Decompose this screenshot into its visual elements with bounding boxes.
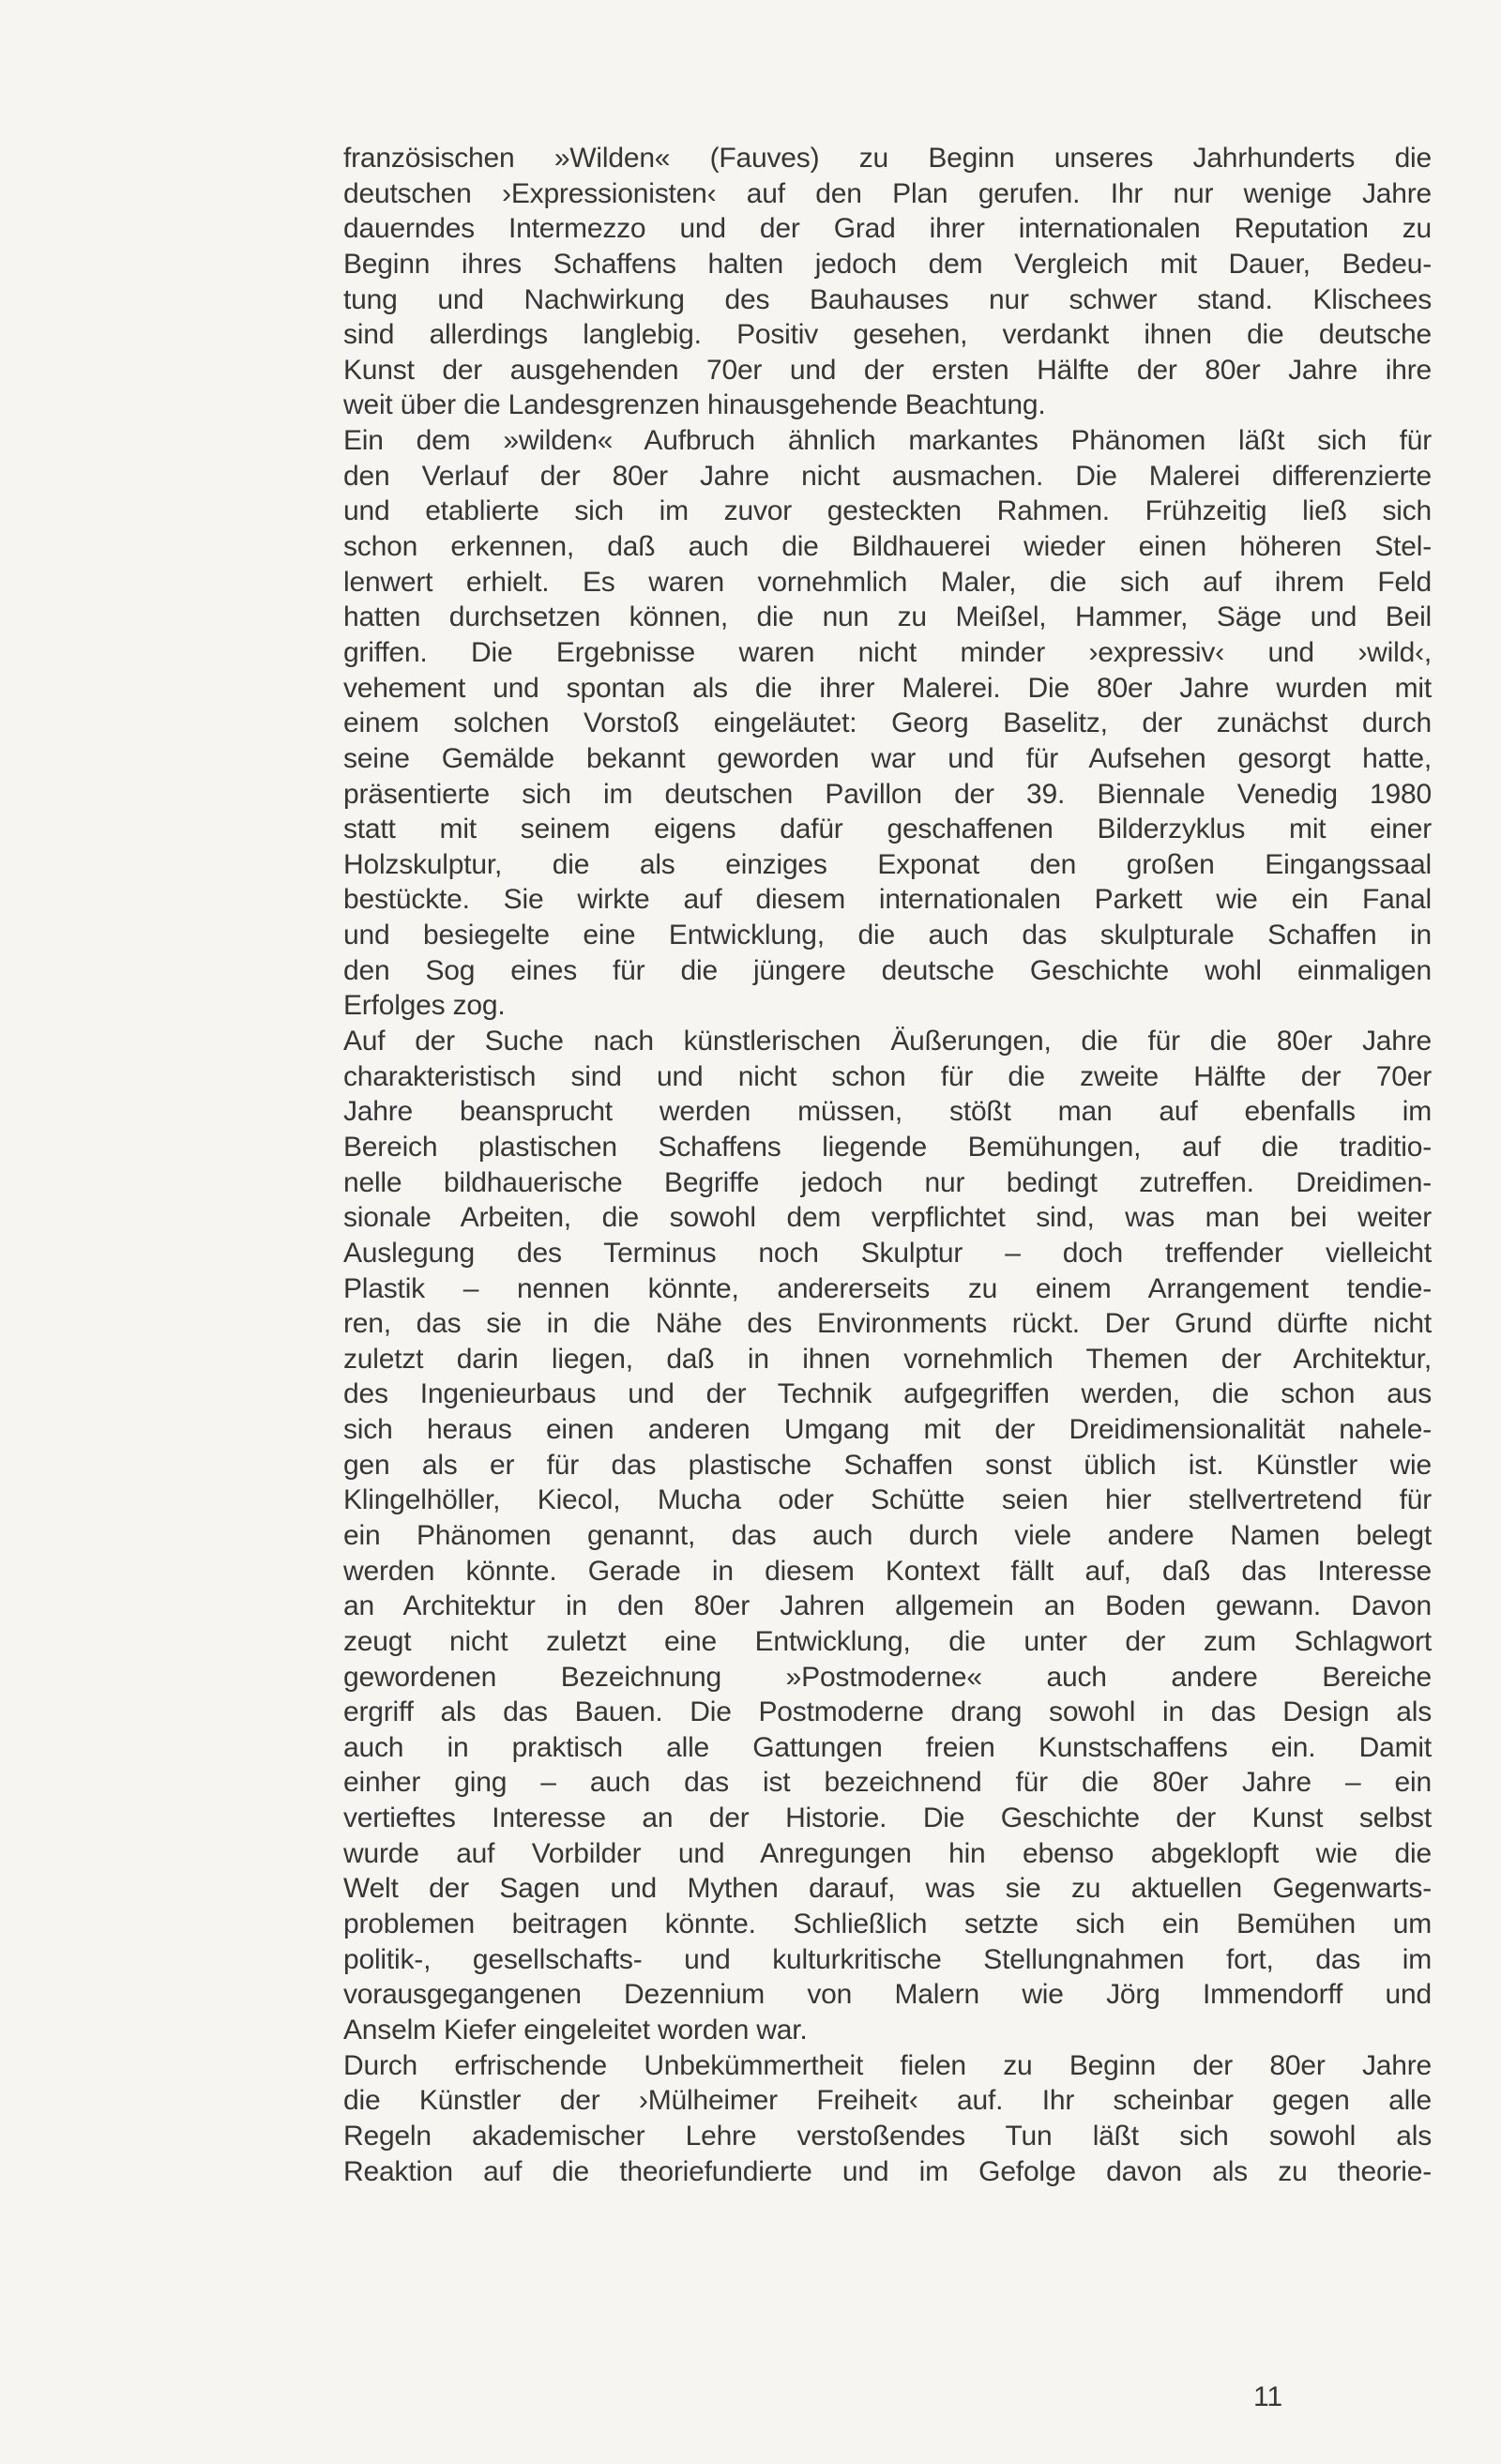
text-line: Welt der Sagen und Mythen darauf, was sie zu aktuellen Gegenwarts- (343, 1873, 1432, 1905)
text-line: Klingelhöller, Kiecol, Mucha oder Schütte seien hier stellvertretend für (343, 1484, 1432, 1516)
text-line: Auf der Suche nach künstlerischen Äußerungen, die für die 80er Jahre (343, 1026, 1432, 1057)
text-line: sich heraus einen anderen Umgang mit der Dreidimensionalität nahele- (343, 1414, 1432, 1446)
paragraph (343, 1024, 1432, 2048)
text-line: Holzskulptur, die als einziges Exponat den großen Eingangssaal (343, 848, 1432, 880)
text-line: präsentierte sich im deutschen Pavillon der 39. Biennale Venedig 1980 (343, 778, 1432, 810)
text-line: vertieftes Interesse an der Historie. Die Geschichte der Kunst selbst (343, 1802, 1432, 1834)
text-line: Reaktion auf die theoriefundierte und im Gefolge davon als zu theorie- (343, 2155, 1432, 2187)
text-line: Kunst der ausgehenden 70er und der ersten Hälfte der 80er Jahre ihre (343, 354, 1432, 386)
text-line: zeugt nicht zuletzt eine Entwicklung, die unter der zum Schlagwort (343, 1625, 1432, 1657)
text-line: vehement und spontan als die ihrer Malerei. Die 80er Jahre wurden mit (343, 672, 1432, 704)
text-line: Anselm Kiefer eingeleitet worden war. (343, 2014, 808, 2046)
text-line: französischen »Wilden« (Fauves) zu Beginn unseres Jahrhunderts die (343, 143, 1432, 174)
text-line: werden könnte. Gerade in diesem Kontext fällt auf, daß das Interesse (343, 1555, 1432, 1587)
text-line: Beginn ihres Schaffens halten jedoch dem Vergleich mit Dauer, Bedeu- (343, 248, 1432, 280)
text-line: einher ging – auch das ist bezeichnend für die 80er Jahre – ein (343, 1767, 1432, 1799)
page-number: 11 (1253, 2381, 1283, 2412)
text-line: den Sog eines für die jüngere deutsche Geschichte wohl einmaligen (343, 954, 1432, 986)
text-line: tung und Nachwirkung des Bauhauses nur schwer stand. Klischees (343, 283, 1432, 315)
text-line: einem solchen Vorstoß eingeläutet: Georg Baselitz, der zunächst durch (343, 707, 1432, 739)
text-line: den Verlauf der 80er Jahre nicht ausmachen. Die Malerei differenzierte (343, 460, 1432, 492)
text-line: Erfolges zog. (343, 990, 506, 1022)
text-line: hatten durchsetzen können, die nun zu Meißel, Hammer, Säge und Beil (343, 601, 1432, 633)
text-line: gen als er für das plastische Schaffen sonst üblich ist. Künstler wie (343, 1449, 1432, 1481)
text-line: des Ingenieurbaus und der Technik aufgegriffen werden, die schon aus (343, 1378, 1432, 1410)
text-line: auch in praktisch alle Gattungen freien Kunstschaffens ein. Damit (343, 1731, 1432, 1763)
text-line: Jahre beansprucht werden müssen, stößt man auf ebenfalls im (343, 1096, 1432, 1128)
text-line: nelle bildhauerische Begriffe jedoch nur bedingt zutreffen. Dreidimen- (343, 1166, 1432, 1198)
text-line: dauerndes Intermezzo und der Grad ihrer internationalen Reputation zu (343, 213, 1432, 245)
text-line: seine Gemälde bekannt geworden war und für Aufsehen gesorgt hatte, (343, 742, 1432, 774)
text-line: ergriff als das Bauen. Die Postmoderne drang sowohl in das Design als (343, 1696, 1432, 1728)
paragraph (343, 423, 1432, 1024)
text-line: ein Phänomen genannt, das auch durch viele andere Namen belegt (343, 1519, 1432, 1551)
text-line: ren, das sie in die Nähe des Environments rückt. Der Grund dürfte nicht (343, 1308, 1432, 1340)
body-text (343, 141, 1432, 2189)
text-line: politik-, gesellschafts- und kulturkritische Stellungnahmen fort, das im (343, 1943, 1432, 1975)
text-line: Auslegung des Terminus noch Skulptur – doch treffender vielleicht (343, 1237, 1432, 1269)
text-line: die Künstler der ›Mülheimer Freiheit‹ auf. Ihr scheinbar gegen alle (343, 2085, 1432, 2117)
text-line: Regeln akademischer Lehre verstoßendes Tun läßt sich sowohl als (343, 2120, 1432, 2152)
text-line: lenwert erhielt. Es waren vornehmlich Maler, die sich auf ihrem Feld (343, 566, 1432, 598)
text-line: sionale Arbeiten, die sowohl dem verpflichtet sind, was man bei weiter (343, 1202, 1432, 1234)
text-line: statt mit seinem eigens dafür geschaffenen Bilderzyklus mit einer (343, 814, 1432, 845)
paragraph (343, 2048, 1432, 2190)
paragraph (343, 141, 1432, 423)
text-line: an Architektur in den 80er Jahren allgemein an Boden gewann. Davon (343, 1590, 1432, 1622)
text-line: charakteristisch sind und nicht schon für die zweite Hälfte der 70er (343, 1060, 1432, 1092)
text-line: weit über die Landesgrenzen hinausgehende Beachtung. (343, 389, 1046, 421)
text-line: und besiegelte eine Entwicklung, die auch das skulpturale Schaffen in (343, 920, 1432, 951)
text-line: deutschen ›Expressionisten‹ auf den Plan gerufen. Ihr nur wenige Jahre (343, 177, 1432, 209)
text-line: zuletzt darin liegen, daß in ihnen vornehmlich Themen der Architektur, (343, 1343, 1432, 1375)
text-line: problemen beitragen könnte. Schließlich setzte sich ein Bemühen um (343, 1909, 1432, 1940)
text-line: und etablierte sich im zuvor gesteckten Rahmen. Frühzeitig ließ sich (343, 495, 1432, 527)
text-line: Ein dem »wilden« Aufbruch ähnlich markantes Phänomen läßt sich für (343, 425, 1432, 457)
text-line: Durch erfrischende Unbekümmertheit fielen zu Beginn der 80er Jahre (343, 2049, 1432, 2081)
text-line: bestückte. Sie wirkte auf diesem internationalen Parkett wie ein Fanal (343, 884, 1432, 916)
text-line: vorausgegangenen Dezennium von Malern wie Jörg Immendorff und (343, 1979, 1432, 2011)
text-line: wurde auf Vorbilder und Anregungen hin ebenso abgeklopft wie die (343, 1837, 1432, 1869)
text-line: Plastik – nennen könnte, andererseits zu einem Arrangement tendie- (343, 1272, 1432, 1304)
text-line: sind allerdings langlebig. Positiv gesehen, verdankt ihnen die deutsche (343, 319, 1432, 351)
text-line: griffen. Die Ergebnisse waren nicht minder ›expressiv‹ und ›wild‹, (343, 636, 1432, 668)
text-line: gewordenen Bezeichnung »Postmoderne« auch andere Bereiche (343, 1661, 1432, 1693)
text-line: Bereich plastischen Schaffens liegende Bemühungen, auf die traditio- (343, 1131, 1432, 1163)
text-line: schon erkennen, daß auch die Bildhauerei wieder einen höheren Stel- (343, 531, 1432, 563)
